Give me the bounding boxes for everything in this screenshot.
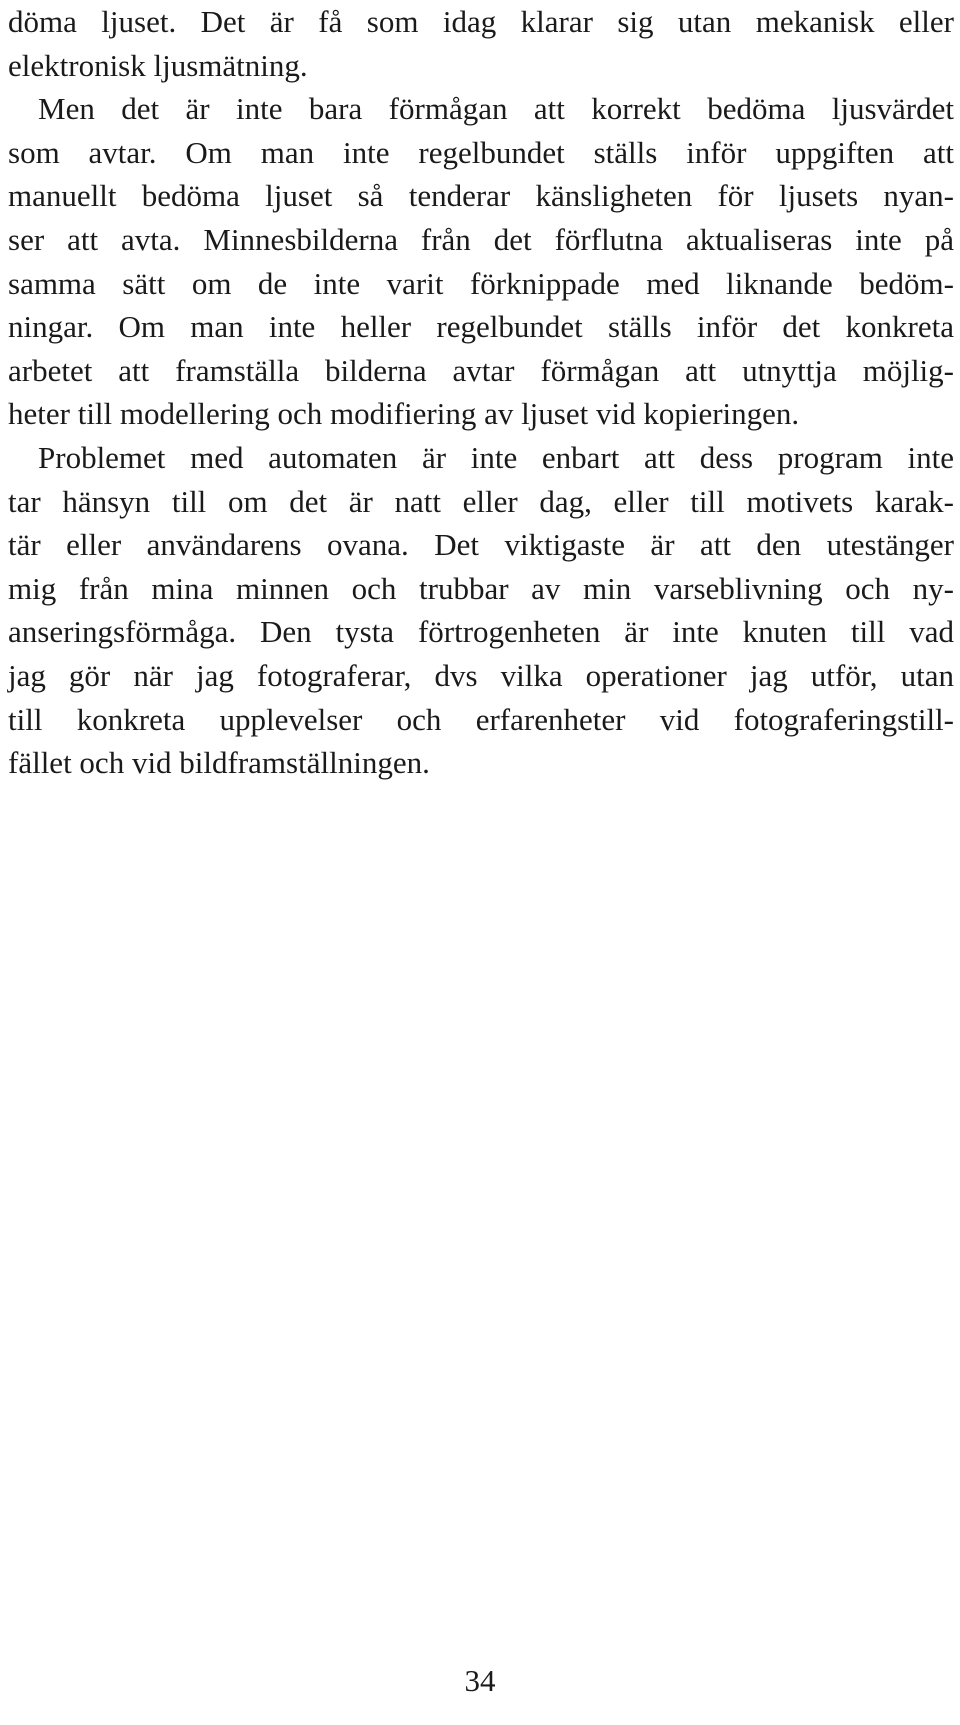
text-line: tär eller användarens ovana. Det viktigaste är att den utestänger	[8, 527, 954, 563]
text-line: manuellt bedöma ljuset så tenderar känsligheten för ljusets nyan-	[8, 178, 954, 214]
text-line: till konkreta upplevelser och erfarenheter vid fotograferingstill-	[8, 701, 954, 737]
text-line: ningar. Om man inte heller regelbundet ställs inför det konkreta	[8, 309, 954, 345]
text-line: arbetet att framställa bilderna avtar förmågan att utnyttja möjlig-	[8, 352, 954, 388]
text-line: ser att avta. Minnesbilderna från det förflutna aktualiseras inte på	[8, 221, 954, 257]
page-number: 34	[464, 1663, 496, 1698]
text-line: anseringsförmåga. Den tysta förtrogenheten är inte knuten till vad	[8, 614, 954, 650]
text-line: Problemet med automaten är inte enbart att dess program inte	[38, 439, 954, 475]
text-line: som avtar. Om man inte regelbundet ställs inför uppgiften att	[8, 134, 954, 170]
text-line: fället och vid bildframställningen.	[8, 745, 430, 781]
text-line: elektronisk ljusmätning.	[8, 47, 308, 83]
body-text	[8, 0, 954, 785]
text-line: heter till modellering och modifiering av ljuset vid kopieringen.	[8, 396, 800, 432]
text-line: mig från mina minnen och trubbar av min varseblivning och ny-	[8, 570, 954, 606]
text-line: döma ljuset. Det är få som idag klarar sig utan mekanisk eller	[8, 4, 954, 39]
text-line: jag gör när jag fotograferar, dvs vilka operationer jag utför, utan	[8, 657, 954, 693]
text-line: tar hänsyn till om det är natt eller dag, eller till motivets karak-	[8, 483, 954, 519]
text-line: Men det är inte bara förmågan att korrekt bedöma ljusvärdet	[38, 91, 954, 127]
text-line: samma sätt om de inte varit förknippade med liknande bedöm-	[8, 265, 954, 301]
